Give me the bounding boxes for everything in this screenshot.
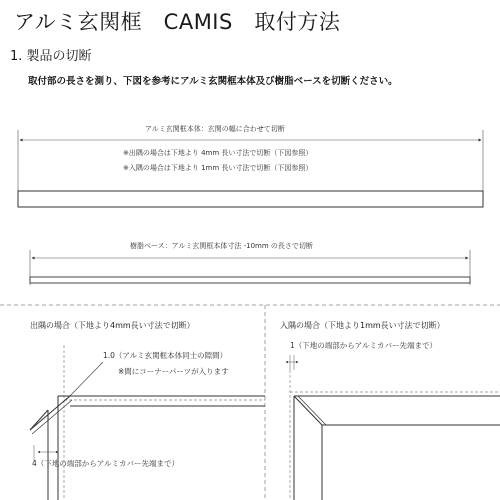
- inside-corner-drawing: [286, 355, 500, 500]
- frame-body-bar: [18, 191, 483, 207]
- outside-corner-note: ※出隅の場合は下地より 4mm 長い寸法で切断（下図参照）: [123, 149, 313, 157]
- inside-offset-label: 1（下地の端部からアルミカバー先端まで）: [290, 341, 437, 350]
- outside-gap-note: ※間にコーナーパーツが入ります: [118, 367, 229, 376]
- inside-corner-heading: 入隅の場合（下地より1mm長い寸法で切断）: [280, 321, 445, 330]
- outside-offset-label: 4（下地の端部からアルミカバー先端まで）: [32, 459, 179, 468]
- outside-corner-heading: 出隅の場合（下地より4mm長い寸法で切断）: [30, 321, 195, 330]
- section-heading: 1. 製品の切断: [10, 49, 92, 64]
- intro-text: 取付部の長さを測り、下図を参考にアルミ玄関框本体及び樹脂ベースを切断ください。: [28, 76, 398, 87]
- frame-body-label: アルミ玄関框本体：玄関の幅に合わせて切断: [145, 125, 285, 133]
- outside-corner-drawing: [30, 345, 265, 500]
- resin-base-bar: [30, 277, 470, 283]
- resin-base-label: 樹脂ベース：アルミ玄関框本体寸法 -10mm の長さで切断: [130, 242, 313, 250]
- outside-gap-label: 1.0（アルミ玄関框本体同士の隙間）: [103, 351, 228, 360]
- page-title: アルミ玄関框 CAMIS 取付方法: [14, 10, 341, 34]
- inside-corner-note: ※入隅の場合は下地より 1mm 長い寸法で切断（下図参照）: [123, 164, 313, 172]
